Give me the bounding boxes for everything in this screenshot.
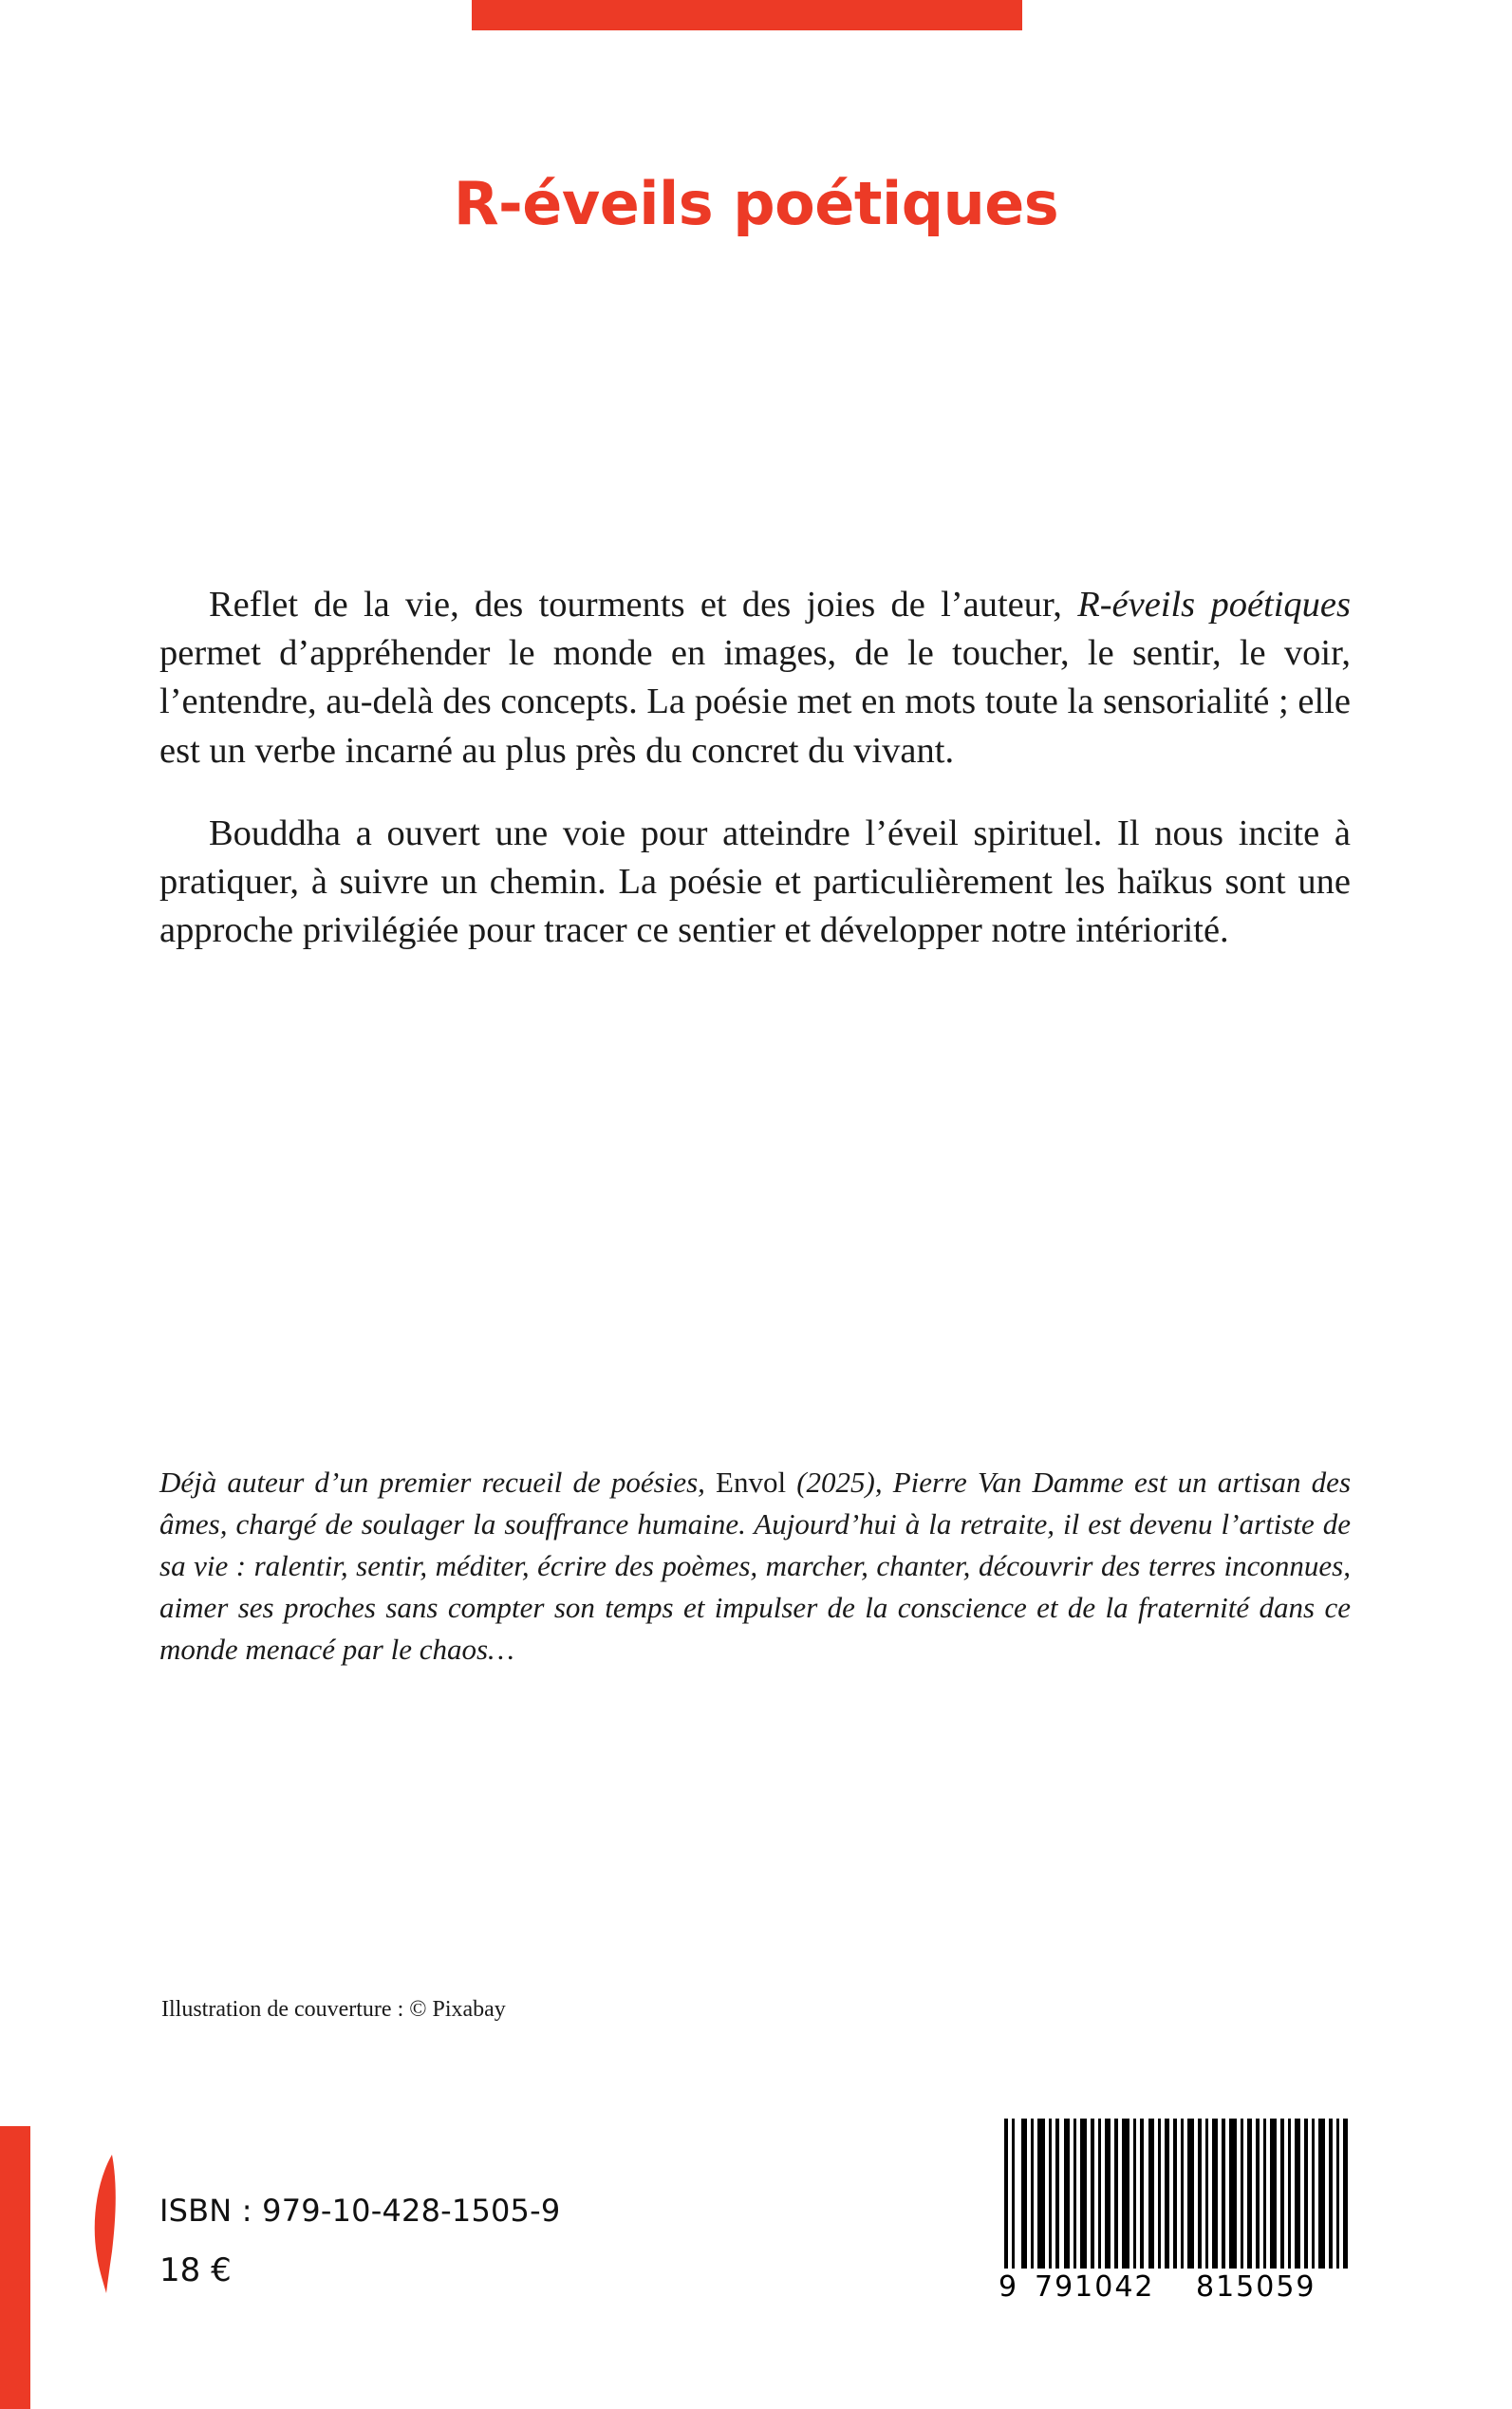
page-title: R-éveils poétiques [453, 169, 1059, 238]
top-accent-bar [472, 0, 1022, 30]
blurb-p1-part2: permet d’appréhender le monde en images, de le toucher, le sentir, le voir, l’entendre, au-delà des concepts. La poésie met en mots toute la sensorialité ; elle est un verbe incarné au plus près du concret du vivant. [159, 633, 1351, 771]
barcode-digits [999, 2270, 1352, 2308]
author-bio [159, 1462, 1351, 1671]
blurb-p1-part1: Reflet de la vie, des tourments et des joies de l’auteur, [209, 585, 1078, 625]
barcode-left-group: 791042 [1035, 2270, 1155, 2304]
barcode-lead-digit: 9 [999, 2270, 1019, 2304]
blurb-text [159, 581, 1351, 955]
barcode-bars [999, 2119, 1352, 2269]
barcode [999, 2119, 1352, 2337]
barcode-right-group: 815059 [1196, 2270, 1316, 2304]
bio-part1: Déjà auteur d’un premier recueil de poésies, [159, 1466, 717, 1499]
feather-logo-icon [87, 2153, 125, 2295]
bottom-accent-bar [0, 2126, 30, 2409]
bio-part2: (2025), Pierre Van Damme est un artisan des âmes, chargé de soulager la souffrance humaine. Aujourd’hui à la retraite, il est devenu l’artiste de sa vie : ralentir, sentir, méditer, écrire des poèmes, marcher, chanter, découvrir des terres inconnues, aimer ses proches sans compter son temps et impulser de la conscience et de la fraternité dans ce monde menacé par le chaos… [159, 1466, 1352, 1667]
illustration-credit: Illustration de couverture : © Pixabay [161, 1997, 506, 2022]
price-text: 18 € [159, 2251, 232, 2289]
blurb-title-reference: R-éveils poétiques [1077, 585, 1351, 625]
blurb-paragraph-2: Bouddha a ouvert une voie pour atteindre l’éveil spirituel. Il nous incite à pratiquer, à suivre un chemin. La poésie et particulièrement les haïkus sont une approche privilégiée pour tracer ce sentier et développer notre intériorité. [159, 812, 1351, 951]
blurb-paragraph-1 [159, 581, 1351, 775]
isbn-text: ISBN : 979-10-428-1505-9 [159, 2193, 561, 2229]
bio-book-title: Envol [716, 1466, 787, 1499]
